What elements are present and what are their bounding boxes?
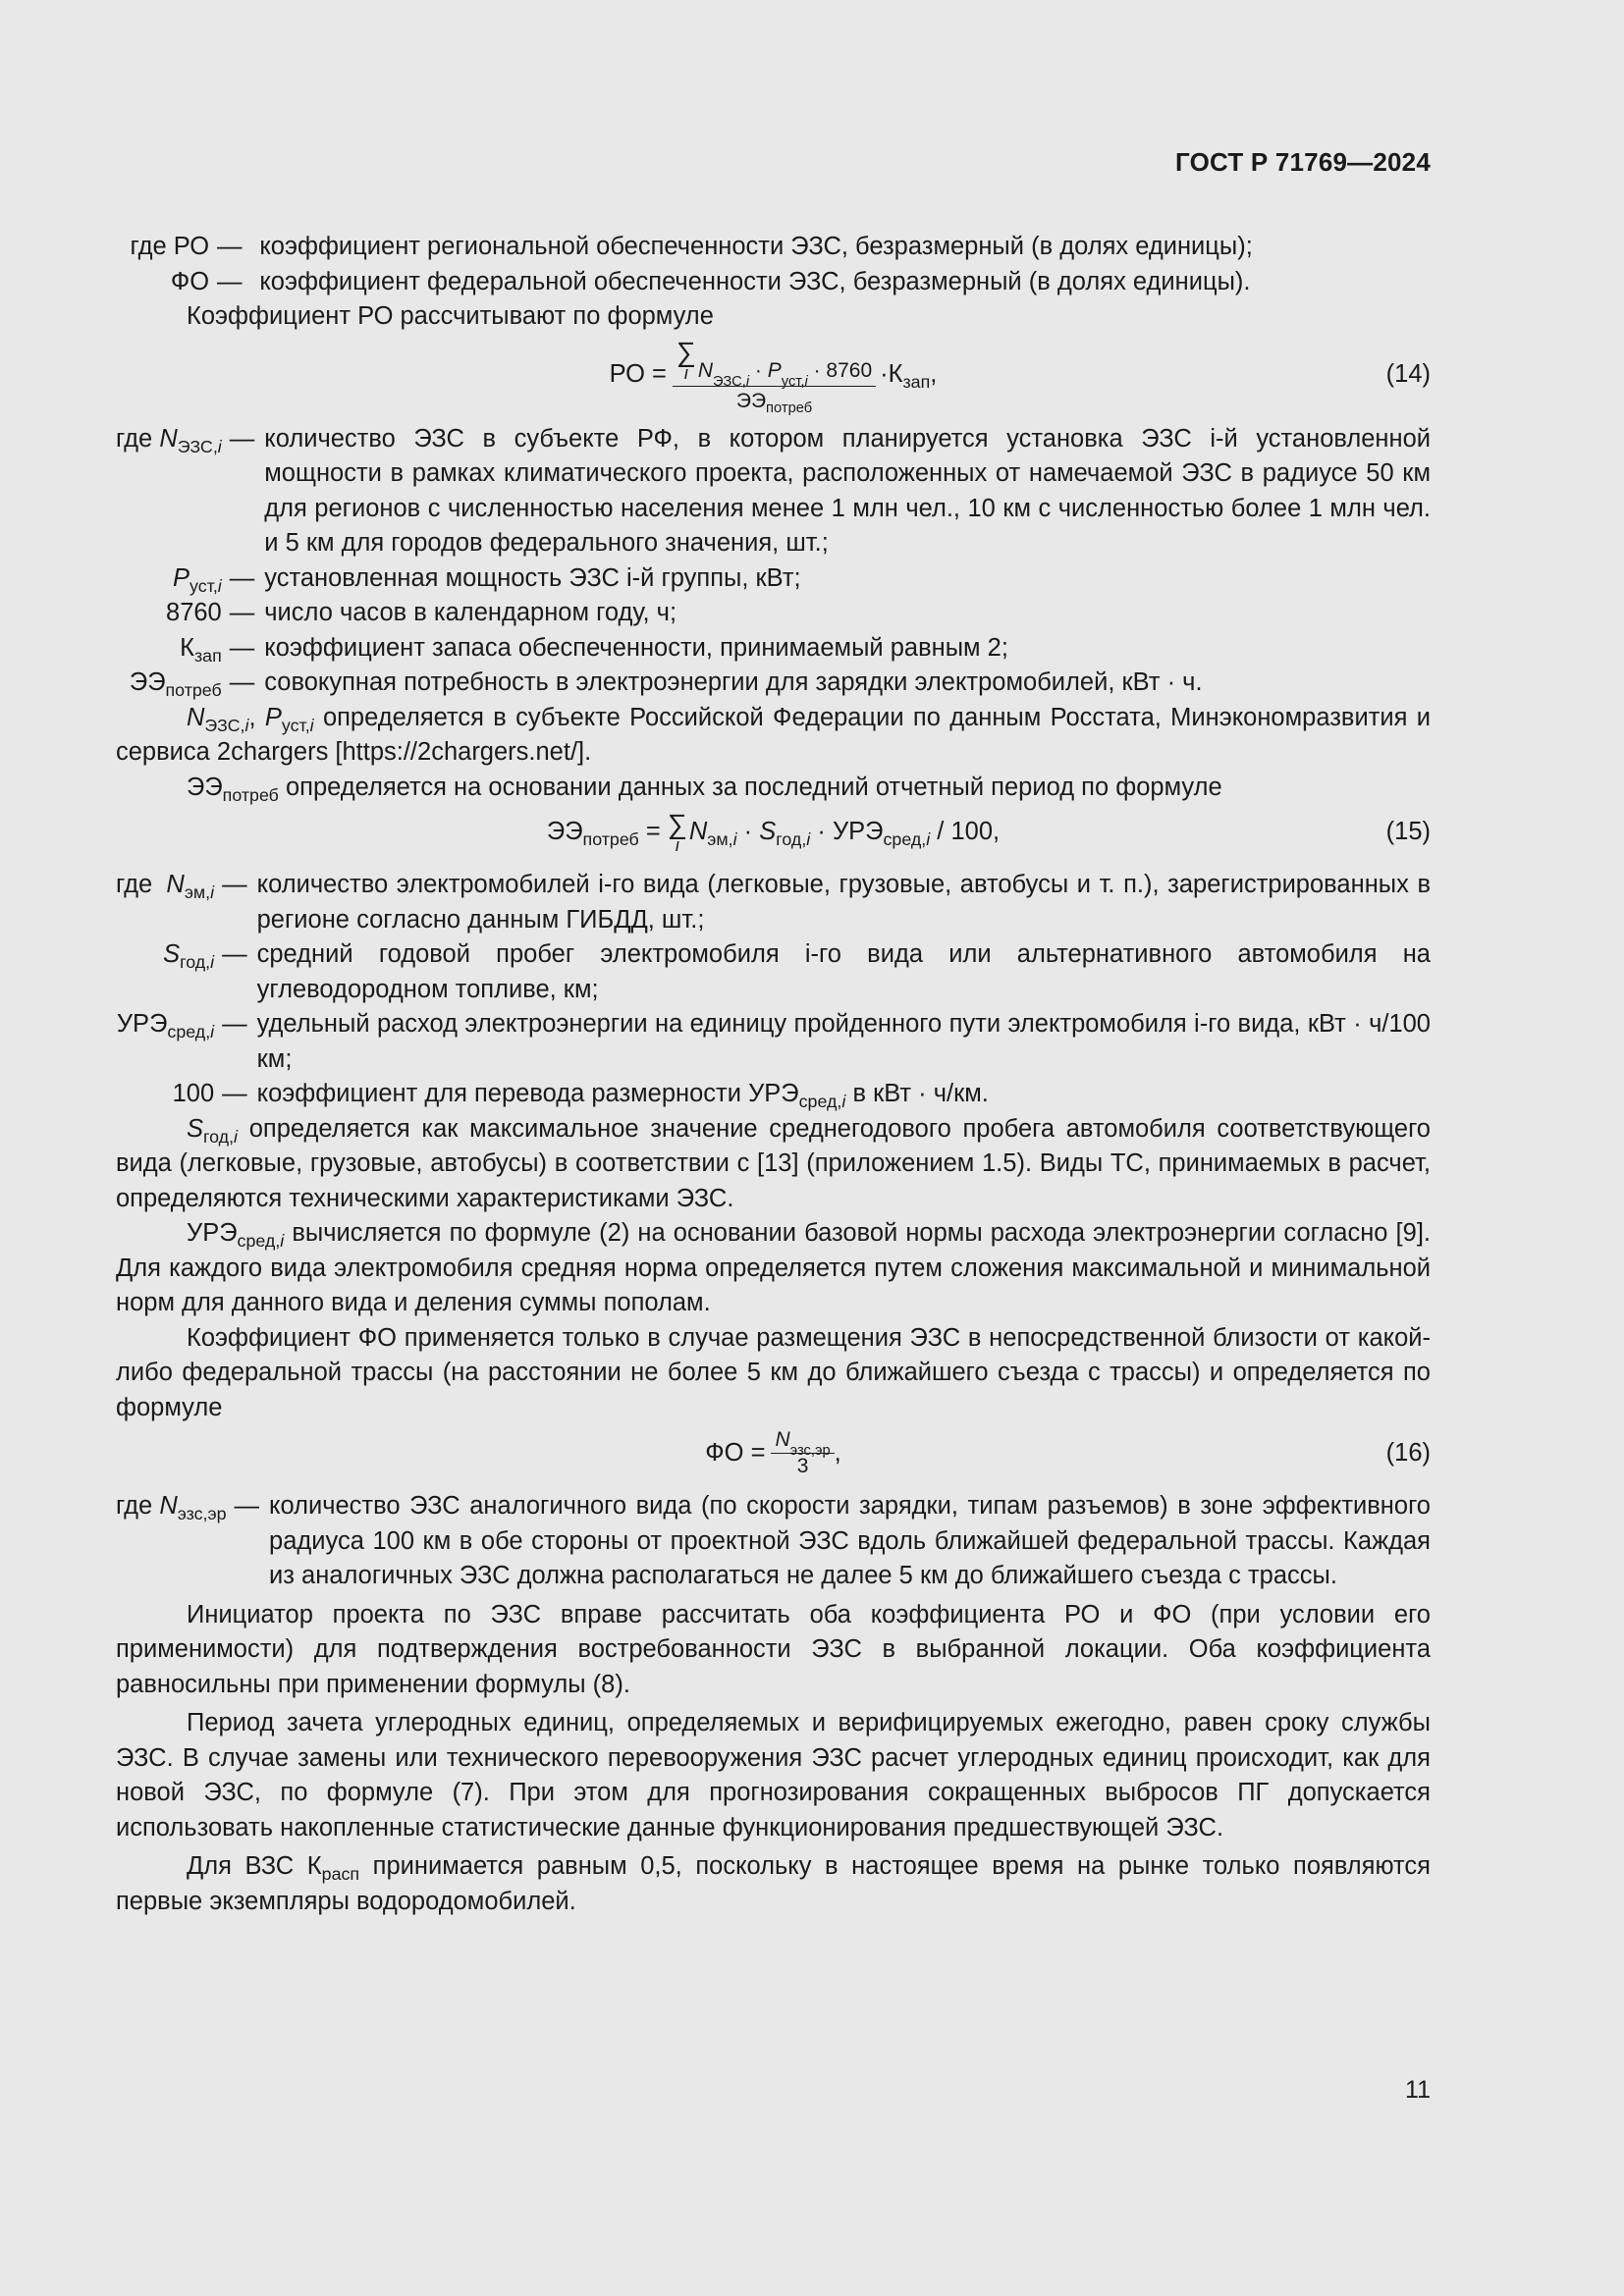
def-n-ezs-er: количество ЭЗС аналогичного вида (по скорости зарядки, типам разъемов) в зоне эффективного радиуса 100 км в обе стороны от проектной ЭЗС вдоль ближайшей федеральной трассы. Каждая из аналогичных ЭЗС должна располагаться не далее 5 км до ближайшего съезда с трассы. — [269, 1492, 1431, 1589]
def-8760: число часов в календарном году, ч; — [264, 599, 677, 626]
definitions-14: где $N_{ЭЗС,i}$ — количество ЭЗС в субъекте РФ, в котором планируется установка ЭЗС i-й установленной мощности в рамках климатического проекта, расположенных от намечаемой ЭЗС в радиусе 50 км для регионов с численностью населения менее 1 млн чел., 10 км с численностью более 1 млн чел. и 5 км для городов федерального значения, шт.; $P_{уст,i}$ — установленная мощность ЭЗС i-й группы, кВт; 8760 — число часов в календарном году, ч; $К_{зап}$ — коэффициент запаса обеспеченности, принимаемый равным 2; $ЭЭ_{потреб}$ — совокупная потребность в электроэнергии для зарядки электромобилей, кВт · ч. — [116, 422, 1431, 701]
def-ee-potreb: совокупная потребность в электроэнергии для зарядки электромобилей, кВт · ч. — [264, 668, 1203, 696]
source-paragraph: $N_{ЭЗС,i}$, $P_{уст,i}$ определяется в субъекте Российской Федерации по данным Росстата, Минэкономразвития и сервиса 2chargers [https://2chargers.net/]. — [116, 703, 1431, 766]
intro-definitions: где РО — коэффициент региональной обеспеченности ЭЗС, безразмерный (в долях единицы); ФО — коэффициент федеральной обеспеченности ЭЗС, безразмерный (в долях единицы). — [116, 230, 1431, 299]
definitions-15: где $N_{эм,i}$ — количество электромобилей i-го вида (легковые, грузовые, автобусы и т. п.), зарегистрированных в регионе согласно данным ГИБДД, шт.; $S_{год,i}$ — средний годовой пробег электромобиля i-го вида или альтернативного автомобиля на углеводородном топливе, км; $УРЭ_{сред,i}$ — удельный расход электроэнергии на единицу пройденного пути электромобиля i-го вида, кВт · ч/100 км; 100 — коэффициент для перевода размерности $УРЭ_{сред,i}$ в кВт · ч/км. — [116, 868, 1431, 1112]
period-paragraph: Период зачета углеродных единиц, определяемых и верифицируемых ежегодно, равен сроку службы ЭЗС. В случае замены или технического перевооружения ЭЗС расчет углеродных единиц происходит, как для новой ЭЗС, по формуле (7). При этом для прогнозирования сокращенных выбросов ПГ допускается использовать накопленные статистические данные функционирования предшествующей ЭЗС. — [116, 1709, 1431, 1842]
formula-number-14: (14) — [1385, 360, 1431, 389]
formula-16: ФО = N эзс,эр 3 , (16) — [705, 1428, 1431, 1477]
ure-paragraph: $УРЭ_{сред,i}$ вычисляется по формуле (2) на основании базовой нормы расхода электроэнергии согласно [9]. Для каждого вида электромобиля средняя норма определяется путем сложения максимальной и минимальной норм для данного вида и деления суммы пополам. — [116, 1219, 1431, 1316]
vzs-paragraph: Для ВЗС $К_{расп}$ принимается равным 0,5, поскольку в настоящее время на рынке только появляются первые экземпляры водородомобилей. — [116, 1852, 1431, 1915]
def-n-em: количество электромобилей i-го вида (легковые, грузовые, автобусы и т. п.), зарегистрированных в регионе согласно данным ГИБДД, шт.; — [256, 871, 1431, 934]
def-s-god: средний годовой пробег электромобиля i-го вида или альтернативного автомобиля на углеводородном топливе, км; — [256, 940, 1431, 1003]
s-paragraph: $S_{год,i}$ определяется как максимальное значение среднегодового пробега автомобиля соответствующего вида (легковые, грузовые, автобусы) в соответствии с [13] (приложением 1.5). Виды ТС, принимаемых в расчет, определяются техническими характеристиками ЭЗС. — [116, 1114, 1431, 1212]
def-n-ezs: количество ЭЗС в субъекте РФ, в котором планируется установка ЭЗС i-й установленной мощности в рамках климатического проекта, расположенных от намечаемой ЭЗС в радиусе 50 км для регионов с численностью населения менее 1 млн чел., 10 км с численностью более 1 млн чел. и 5 км для городов федерального значения, шт.; — [264, 424, 1431, 557]
desc-fo: коэффициент федеральной обеспеченности ЭЗС, безразмерный (в долях единицы). — [259, 267, 1251, 295]
f14-lhs: РО = — [609, 360, 667, 389]
formula-number-15: (15) — [1385, 818, 1431, 846]
formula-14: РО = ∑ i N ЭЗС,i · P уст,i · 8760 $ЭЭ_{потреб}$ $\cdot К_{зап}$, (14) — [609, 336, 1431, 416]
standard-header: ГОСТ Р 71769—2024 — [1175, 147, 1431, 177]
ro-calc-text: Коэффициент РО рассчитывают по формуле — [187, 302, 714, 330]
desc-ro: коэффициент региональной обеспеченности ЭЗС, безразмерный (в долях единицы); — [259, 233, 1253, 260]
definitions-16: где $N_{эзс,эр}$ — количество ЭЗС аналогичного вида (по скорости зарядки, типам разъемов) в зоне эффективного радиуса 100 км в обе стороны от проектной ЭЗС вдоль ближайшей федеральной трассы. Каждая из аналогичных ЭЗС должна располагаться не далее 5 км до ближайшего съезда с трассы. — [116, 1489, 1431, 1594]
formula-number-16: (16) — [1385, 1438, 1431, 1467]
page-content — [116, 230, 1431, 1919]
def-ure: удельный расход электроэнергии на единицу пройденного пути электромобиля i-го вида, кВт · ч/100 км; — [256, 1010, 1431, 1073]
term-fo: ФО — [170, 267, 210, 295]
formula-15: $ЭЭ_{потреб}$ = ∑ i $N_{эм,i} \cdot S_{год,i} \cdot УРЭ_{сред,i} / 100$, (15) — [546, 809, 1431, 855]
fo-paragraph: Коэффициент ФО применяется только в случае размещения ЭЗС в непосредственной близости от какой-либо федеральной трассы (на расстоянии не более 5 км до ближайшего съезда с трассы) и определяется по формуле — [116, 1323, 1431, 1421]
where-word: где — [130, 233, 167, 260]
f14-fraction: ∑ i N ЭЗС,i · P уст,i · 8760 $ЭЭ_{потреб}$ — [673, 339, 876, 412]
page-number: 11 — [1405, 2076, 1431, 2104]
def-100: коэффициент для перевода размерности $УРЭ_{сред,i}$ в кВт · ч/км. — [256, 1080, 989, 1112]
def-p-ust: установленная мощность ЭЗС i-й группы, кВт; — [264, 563, 801, 592]
ee-paragraph: $ЭЭ_{потреб}$ определяется на основании данных за последний отчетный период по формуле — [187, 773, 1222, 805]
initiator-paragraph: Инициатор проекта по ЭЗС вправе рассчитать оба коэффициента РО и ФО (при условии его применимости) для подтверждения востребованности ЭЗС в выбранной локации. Оба коэффициента равносильны при применении формулы (8). — [116, 1600, 1431, 1698]
f16-fraction: N эзс,эр 3 — [771, 1429, 834, 1477]
def-k-zap: коэффициент запаса обеспеченности, принимаемый равным 2; — [264, 633, 1008, 662]
term-ro: РО — [173, 233, 210, 260]
